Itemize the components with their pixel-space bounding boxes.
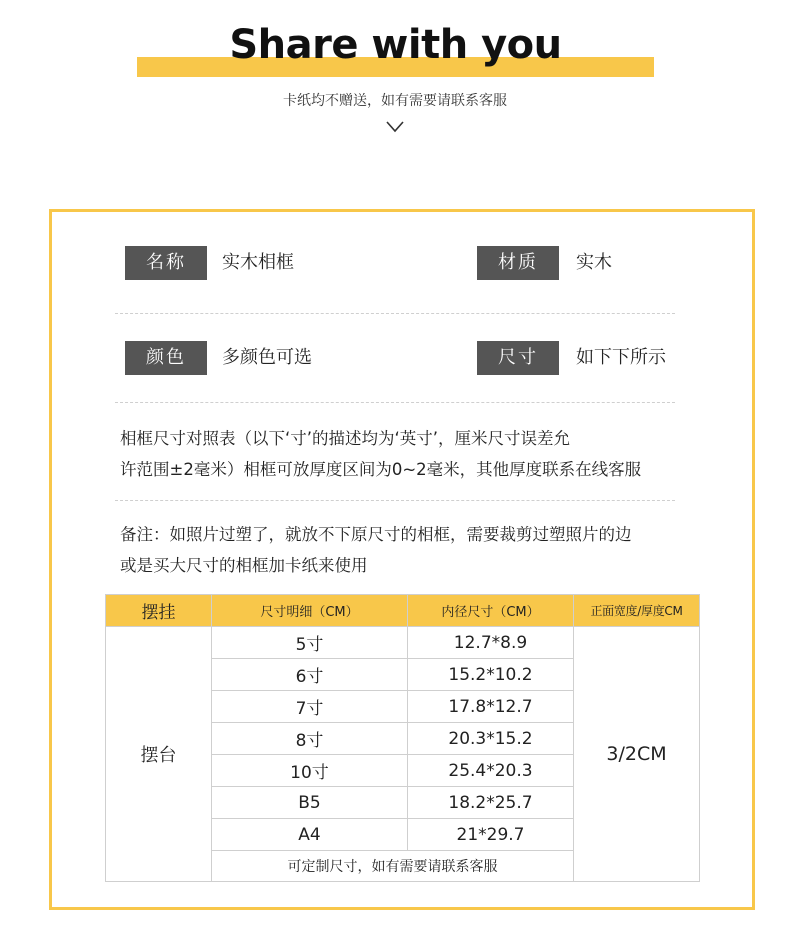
table-row xyxy=(106,627,700,659)
size-cell: 6寸 xyxy=(212,659,408,691)
remark-note-line: 备注：如照片过塑了，就放不下原尺寸的相框，需要裁剪过塑照片的边 xyxy=(120,525,632,544)
mount-cell: 摆台 xyxy=(106,627,212,882)
remark-note-line: 或是买大尺寸的相框加卡纸来使用 xyxy=(120,556,368,575)
inner-cell: 25.4*20.3 xyxy=(408,755,574,787)
size-note-line: 许范围±2毫米）相框可放厚度区间为0~2毫米，其他厚度联系在线客服 xyxy=(120,460,642,479)
remark-note xyxy=(120,519,710,581)
column-header-inner: 内径尺寸（CM） xyxy=(408,595,574,627)
column-header-depth: 正面宽度/厚度CM xyxy=(574,595,700,627)
size-cell: B5 xyxy=(212,787,408,819)
page-subtitle: 卡纸均不赠送，如有需要请联系客服 xyxy=(283,93,507,109)
spec-value-name: 实木相框 xyxy=(222,252,294,273)
inner-cell: 12.7*8.9 xyxy=(408,627,574,659)
inner-cell: 15.2*10.2 xyxy=(408,659,574,691)
spec-label-name: 名称 xyxy=(125,246,207,280)
divider xyxy=(115,402,675,403)
custom-size-note: 可定制尺寸，如有需要请联系客服 xyxy=(212,851,574,882)
spec-value-size: 如下下所示 xyxy=(576,347,666,368)
size-cell: A4 xyxy=(212,819,408,851)
size-cell: 8寸 xyxy=(212,723,408,755)
column-header-size: 尺寸明细（CM） xyxy=(212,595,408,627)
size-note xyxy=(120,423,710,485)
inner-cell: 21*29.7 xyxy=(408,819,574,851)
size-cell: 10寸 xyxy=(212,755,408,787)
page-title: Share with you xyxy=(229,22,562,68)
spec-value-material: 实木 xyxy=(576,252,612,273)
size-cell: 5寸 xyxy=(212,627,408,659)
size-cell: 7寸 xyxy=(212,691,408,723)
column-header-mount: 摆挂 xyxy=(106,595,212,627)
inner-cell: 20.3*15.2 xyxy=(408,723,574,755)
spec-label-color: 颜色 xyxy=(125,341,207,375)
spec-label-size: 尺寸 xyxy=(477,341,559,375)
depth-cell: 3/2CM xyxy=(574,627,700,882)
table-header-row xyxy=(106,595,700,627)
divider xyxy=(115,500,675,501)
chevron-down-icon xyxy=(386,120,404,134)
spec-value-color: 多颜色可选 xyxy=(222,347,312,368)
size-table xyxy=(105,594,700,882)
inner-cell: 17.8*12.7 xyxy=(408,691,574,723)
inner-cell: 18.2*25.7 xyxy=(408,787,574,819)
spec-label-material: 材质 xyxy=(477,246,559,280)
size-note-line: 相框尺寸对照表（以下‘寸’的描述均为‘英寸’，厘米尺寸误差允 xyxy=(120,429,570,448)
divider xyxy=(115,313,675,314)
page-header xyxy=(0,0,790,150)
